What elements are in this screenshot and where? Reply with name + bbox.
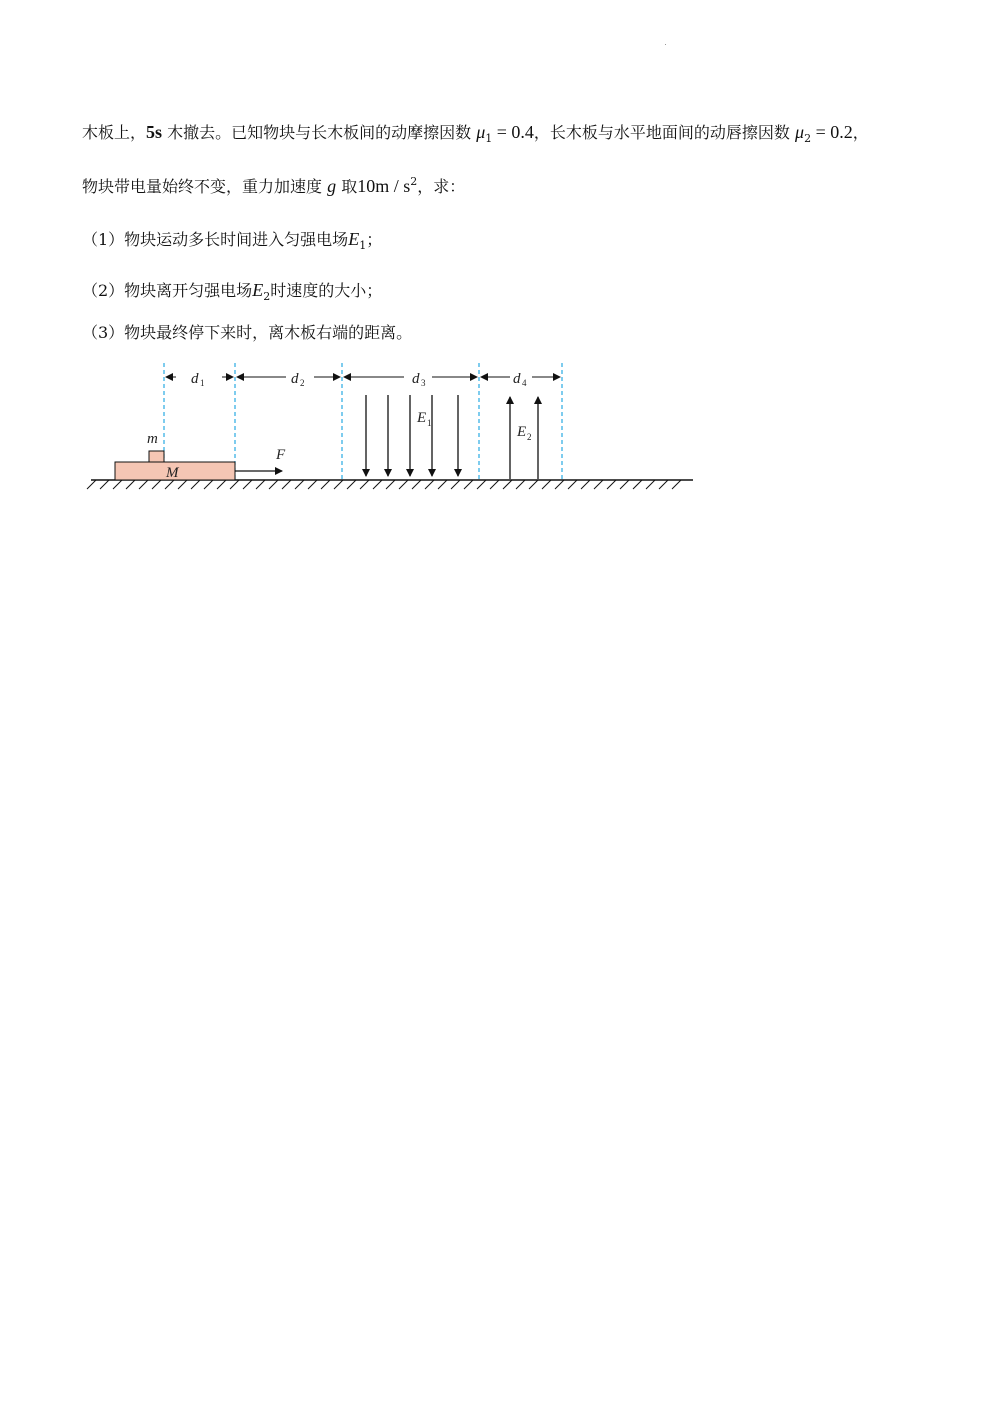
e2-subscript: 2 xyxy=(527,432,532,442)
hatch-stroke xyxy=(594,480,603,489)
hatch-stroke xyxy=(256,480,265,489)
hatch-stroke xyxy=(139,480,148,489)
d1-label: d xyxy=(191,371,199,387)
d1-subscript: 1 xyxy=(200,378,205,388)
d3-label: d xyxy=(412,371,420,387)
hatch-stroke xyxy=(282,480,291,489)
ground-hatching xyxy=(87,480,681,489)
hatch-stroke xyxy=(646,480,655,489)
block-label: m xyxy=(147,431,158,447)
hatch-stroke xyxy=(620,480,629,489)
hatch-stroke xyxy=(230,480,239,489)
hatch-stroke xyxy=(568,480,577,489)
question-2 xyxy=(82,280,382,301)
hatch-stroke xyxy=(269,480,278,489)
question-text: 时速度的大小； xyxy=(270,281,383,300)
hatch-stroke xyxy=(165,480,174,489)
question-text: （1）物块运动多长时间进入匀强电场 xyxy=(82,230,349,249)
e1-label: E xyxy=(417,410,427,426)
d2-label: d xyxy=(291,371,299,387)
hatch-stroke xyxy=(295,480,304,489)
mu1-subscript: 1 xyxy=(485,132,493,145)
hatch-stroke xyxy=(217,480,226,489)
hatch-stroke xyxy=(321,480,330,489)
text-segment: 取 xyxy=(336,177,358,196)
text-segment: ，长木板与水平地面间的动唇擦因数 xyxy=(533,123,790,142)
hatch-stroke xyxy=(607,480,616,489)
d3-subscript: 3 xyxy=(421,378,426,388)
d4-label: d xyxy=(513,371,521,387)
hatch-stroke xyxy=(464,480,473,489)
g-symbol: g xyxy=(327,176,337,196)
hatch-stroke xyxy=(542,480,551,489)
mu1-value: = 0.4 xyxy=(492,122,534,142)
hatch-stroke xyxy=(87,480,96,489)
unit-superscript: 2 xyxy=(410,175,418,188)
hatch-stroke xyxy=(477,480,486,489)
hatch-stroke xyxy=(451,480,460,489)
hatch-stroke xyxy=(516,480,525,489)
force-label: F xyxy=(276,447,286,463)
hatch-stroke xyxy=(490,480,499,489)
mu-symbol: μ xyxy=(476,122,486,142)
question-3 xyxy=(82,323,412,343)
hatch-stroke xyxy=(308,480,317,489)
text-segment: ， xyxy=(852,123,869,142)
physics-diagram xyxy=(86,355,698,495)
speck-mark xyxy=(665,44,666,45)
field-symbol: E xyxy=(252,280,264,300)
block-m-small xyxy=(149,451,164,462)
hatch-stroke xyxy=(529,480,538,489)
hatch-stroke xyxy=(204,480,213,489)
hatch-stroke xyxy=(386,480,395,489)
text-segment: 物块带电量始终不变，重力加速度 xyxy=(82,177,323,196)
hatch-stroke xyxy=(425,480,434,489)
field-subscript: 2 xyxy=(263,290,271,303)
hatch-stroke xyxy=(100,480,109,489)
mu2-value: = 0.2 xyxy=(811,122,853,142)
hatch-stroke xyxy=(659,480,668,489)
text-segment: 木撤去。已知物块与长木板间的动摩擦因数 xyxy=(162,123,472,142)
e2-label: E xyxy=(517,424,527,440)
question-1 xyxy=(82,229,382,250)
hatch-stroke xyxy=(360,480,369,489)
mu2-subscript: 2 xyxy=(804,132,812,145)
field-symbol: E xyxy=(348,229,360,249)
hatch-stroke xyxy=(191,480,200,489)
problem-line-1 xyxy=(82,122,869,143)
text-segment: ，求： xyxy=(417,177,466,196)
hatch-stroke xyxy=(178,480,187,489)
question-text: （3）物块最终停下来时，离木板右端的距离。 xyxy=(82,323,413,342)
hatch-stroke xyxy=(672,480,681,489)
hatch-stroke xyxy=(412,480,421,489)
hatch-stroke xyxy=(399,480,408,489)
hatch-stroke xyxy=(581,480,590,489)
time-value: 5s xyxy=(146,122,163,142)
question-text: （2）物块离开匀强电场 xyxy=(82,281,253,300)
hatch-stroke xyxy=(334,480,343,489)
hatch-stroke xyxy=(503,480,512,489)
hatch-stroke xyxy=(438,480,447,489)
d4-subscript: 4 xyxy=(522,378,527,388)
e1-subscript: 1 xyxy=(427,418,432,428)
d2-subscript: 2 xyxy=(300,378,305,388)
g-value: 10m / s xyxy=(357,176,411,196)
problem-line-2 xyxy=(82,176,465,197)
hatch-stroke xyxy=(243,480,252,489)
hatch-stroke xyxy=(126,480,135,489)
hatch-stroke xyxy=(633,480,642,489)
mu-symbol: μ xyxy=(795,122,805,142)
question-text: ； xyxy=(366,230,383,249)
hatch-stroke xyxy=(373,480,382,489)
board-label: M xyxy=(166,465,179,481)
hatch-stroke xyxy=(113,480,122,489)
hatch-stroke xyxy=(555,480,564,489)
field-subscript: 1 xyxy=(359,239,367,252)
hatch-stroke xyxy=(347,480,356,489)
text-segment: 木板上， xyxy=(82,123,147,142)
hatch-stroke xyxy=(152,480,161,489)
